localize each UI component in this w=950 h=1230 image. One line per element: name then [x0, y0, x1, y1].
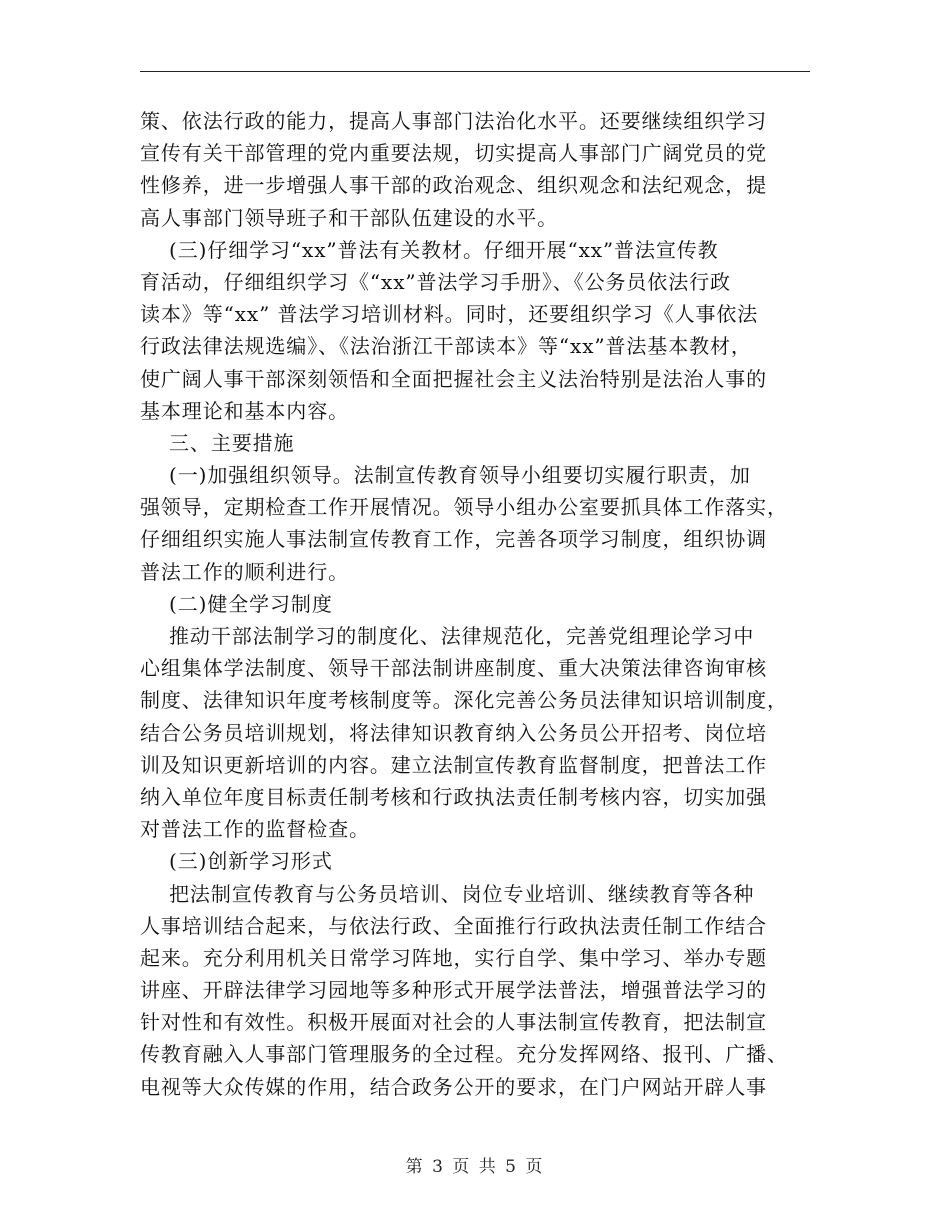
text-line: 宣传有关干部管理的党内重要法规，切实提高人事部门广阔党员的党	[140, 141, 767, 166]
page-footer: 第 3 页 共 5 页	[405, 1157, 545, 1177]
text-line: (三)仔细学习“xx”普法有关教材。仔细开展“xx”普法宣传教	[140, 237, 719, 262]
text-line: 结合公务员培训规划，将法律知识教育纳入公务员公开招考、岗位培	[140, 720, 767, 745]
text-line: 策、依法行政的能力，提高人事部门法治化水平。还要继续组织学习	[140, 109, 767, 133]
text-line: 育活动，仔细组织学习《“xx”普法学习手册》、《公务员依法行政	[140, 269, 731, 294]
text-line: 制度、法律知识年度考核制度等。深化完善公务员法律知识培训制度，	[140, 688, 788, 713]
text-line: 行政法律法规选编》、《法治浙江干部读本》等“xx”普法基本教材，	[140, 334, 752, 359]
text-line: 强领导，定期检查工作开展情况。领导小组办公室要抓具体工作落实，	[140, 495, 788, 520]
text-line: 读本》等“xx” 普法学习培训材料。同时，还要组织学习《人事依法	[140, 302, 759, 327]
header-rule	[140, 71, 810, 72]
text-line: 基本理论和基本内容。	[140, 398, 349, 423]
text-line: 起来。充分利用机关日常学习阵地，实行自学、集中学习、举办专题	[140, 945, 767, 970]
text-line: 传教育融入人事部门管理服务的全过程。充分发挥网络、报刊、广播、	[140, 1042, 788, 1067]
text-line: 仔细组织实施人事法制宣传教育工作，完善各项学习制度，组织协调	[140, 527, 767, 552]
text-line: 把法制宣传教育与公务员培训、岗位专业培训、继续教育等各种	[140, 881, 755, 906]
text-line: 对普法工作的监督检查。	[140, 817, 370, 842]
text-line: 电视等大众传媒的作用，结合政务公开的要求，在门户网站开辟人事	[140, 1074, 767, 1099]
text-line: 训及知识更新培训的内容。建立法制宣传教育监督制度，把普法工作	[140, 752, 767, 777]
text-line: 使广阔人事干部深刻领悟和全面把握社会主义法治特别是法治人事的	[140, 366, 767, 391]
text-line: 讲座、开辟法律学习园地等多种形式开展学法普法，增强普法学习的	[140, 978, 767, 1003]
text-line: 纳入单位年度目标责任制考核和行政执法责任制考核内容，切实加强	[140, 784, 767, 809]
text-line: 性修养，进一步增强人事干部的政治观念、组织观念和法纪观念，提	[140, 173, 767, 198]
text-line: 三、主要措施	[140, 430, 295, 455]
text-line: 高人事部门领导班子和干部队伍建设的水平。	[140, 205, 558, 230]
text-line: (三)创新学习形式	[140, 849, 333, 874]
text-line: 针对性和有效性。积极开展面对社会的人事法制宣传教育，把法制宣	[140, 1010, 767, 1035]
text-line: 人事培训结合起来，与依法行政、全面推行行政执法责任制工作结合	[140, 913, 767, 938]
text-line: (二)健全学习制度	[140, 591, 333, 616]
text-line: 普法工作的顺利进行。	[140, 559, 349, 584]
text-line: 推动干部法制学习的制度化、法律规范化，完善党组理论学习中	[140, 624, 755, 648]
text-line: 心组集体学法制度、领导干部法制讲座制度、重大决策法律咨询审核	[140, 656, 767, 681]
text-line: (一)加强组织领导。法制宣传教育领导小组要切实履行职责，加	[140, 463, 751, 488]
document-body	[140, 105, 820, 1103]
